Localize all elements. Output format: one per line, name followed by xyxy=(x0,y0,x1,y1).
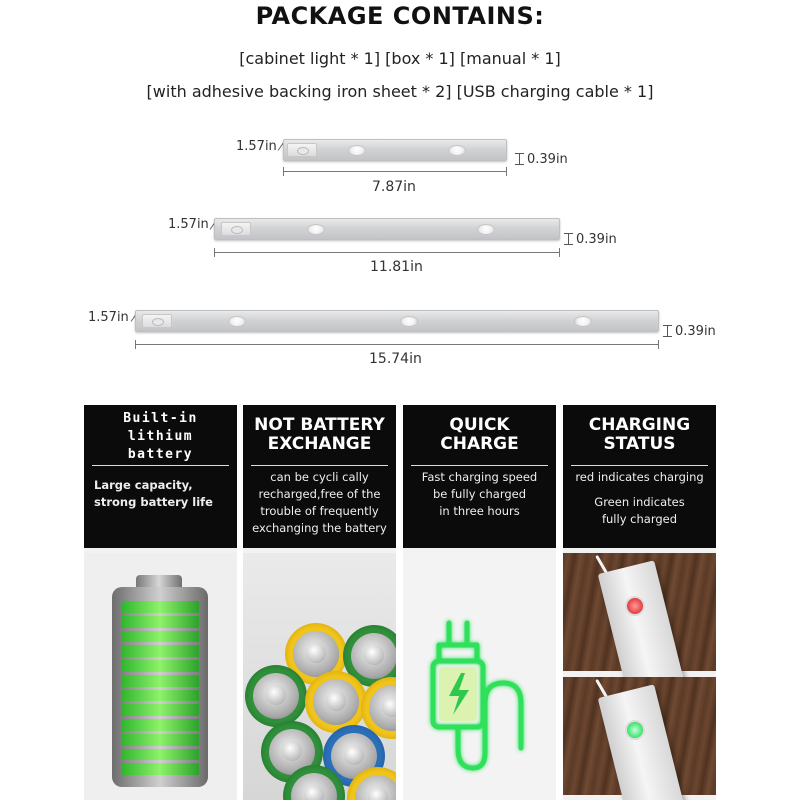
led-icon xyxy=(348,145,366,156)
height-marker xyxy=(515,153,524,165)
panel-title-line: Built-in xyxy=(123,411,198,426)
panel-header xyxy=(403,405,556,548)
led-icon xyxy=(307,224,325,235)
panel-divider xyxy=(411,465,548,466)
charged-green-image xyxy=(563,677,716,795)
length-dimension-line xyxy=(135,344,659,345)
light-bar-end xyxy=(598,684,691,800)
led-icon xyxy=(574,316,592,327)
panel-header xyxy=(84,405,237,548)
panel-description-line: recharged,free of the xyxy=(258,487,381,501)
panel-title-line: STATUS xyxy=(603,434,676,454)
battery-cell xyxy=(305,671,367,733)
panel-description-line: fully charged xyxy=(601,512,678,526)
feature-panel-no-battery-exchange xyxy=(243,405,396,800)
panel-title xyxy=(84,410,237,464)
green-indicator-icon xyxy=(625,720,645,740)
led-icon xyxy=(477,224,495,235)
charging-red-image xyxy=(563,553,716,671)
package-contents-line-1: [cabinet light * 1] [box * 1] [manual * 1] xyxy=(239,49,561,68)
motion-sensor-icon xyxy=(221,222,251,236)
cabinet-light-bar xyxy=(135,310,659,332)
led-icon xyxy=(448,145,466,156)
feature-panel-charging-status xyxy=(563,405,716,800)
length-dimension-line xyxy=(214,252,560,253)
motion-sensor-icon xyxy=(287,143,317,157)
battery-full-icon xyxy=(84,553,237,800)
panel-divider xyxy=(251,465,388,466)
length-label: 11.81in xyxy=(370,259,423,275)
panel-title-line: QUICK xyxy=(449,415,510,435)
width-label: 1.57in xyxy=(236,139,277,154)
height-label: 0.39in xyxy=(576,232,617,247)
panel-title xyxy=(243,416,396,454)
panel-header xyxy=(563,405,716,548)
feature-panel-quick-charge xyxy=(403,405,556,800)
panel-description-line: be fully charged xyxy=(432,487,527,501)
package-title: PACKAGE CONTAINS: xyxy=(255,2,545,30)
panel-description-line: red indicates charging xyxy=(575,470,704,484)
led-icon xyxy=(400,316,418,327)
panel-title-line: NOT BATTERY xyxy=(254,415,385,435)
panel-description-line: Green indicates xyxy=(594,495,685,509)
length-label: 15.74in xyxy=(369,351,422,367)
panel-title-line: lithium xyxy=(127,429,194,444)
panel-title xyxy=(403,416,556,454)
panel-description-line: Fast charging speed xyxy=(421,470,538,484)
panel-description-line: in three hours xyxy=(439,504,520,518)
panel-title-line: CHARGING xyxy=(588,415,691,435)
width-label: 1.57in xyxy=(88,310,129,325)
panel-description xyxy=(94,477,233,511)
length-label: 7.87in xyxy=(372,179,416,195)
panel-divider xyxy=(571,465,708,466)
panel-description-line: trouble of frequently xyxy=(260,504,379,518)
panel-title-line: battery xyxy=(127,447,194,462)
panel-description-line: strong battery life xyxy=(94,495,213,509)
battery-level xyxy=(121,601,199,775)
panel-description xyxy=(567,469,712,528)
panel-description-line: Large capacity, xyxy=(94,478,193,492)
height-label: 0.39in xyxy=(527,152,568,167)
height-label: 0.39in xyxy=(675,324,716,339)
height-marker xyxy=(564,233,573,245)
feature-panel-battery xyxy=(84,405,237,800)
length-dimension-line xyxy=(283,171,507,172)
red-indicator-icon xyxy=(625,596,645,616)
charger-plug-icon xyxy=(403,553,556,800)
usb-charger-icon xyxy=(403,553,556,800)
panel-description xyxy=(407,469,552,520)
cabinet-light-bar xyxy=(214,218,560,240)
panel-title xyxy=(563,416,716,454)
cabinet-light-bar xyxy=(283,139,507,161)
panel-title-line: EXCHANGE xyxy=(267,434,372,454)
battery-body xyxy=(112,587,208,787)
panel-description-line: exchanging the battery xyxy=(252,521,387,535)
panel-description-line: can be cycli cally xyxy=(270,470,369,484)
led-icon xyxy=(228,316,246,327)
battery-cell xyxy=(245,665,307,727)
height-marker xyxy=(663,325,672,337)
panel-title-line: CHARGE xyxy=(440,434,519,454)
panel-header xyxy=(243,405,396,548)
batteries-pile-image xyxy=(243,553,396,800)
package-contents-line-2: [with adhesive backing iron sheet * 2] [USB charging cable * 1] xyxy=(146,82,654,101)
panel-description xyxy=(247,469,392,537)
width-label: 1.57in xyxy=(168,217,209,232)
motion-sensor-icon xyxy=(142,314,172,328)
panel-divider xyxy=(92,465,229,466)
